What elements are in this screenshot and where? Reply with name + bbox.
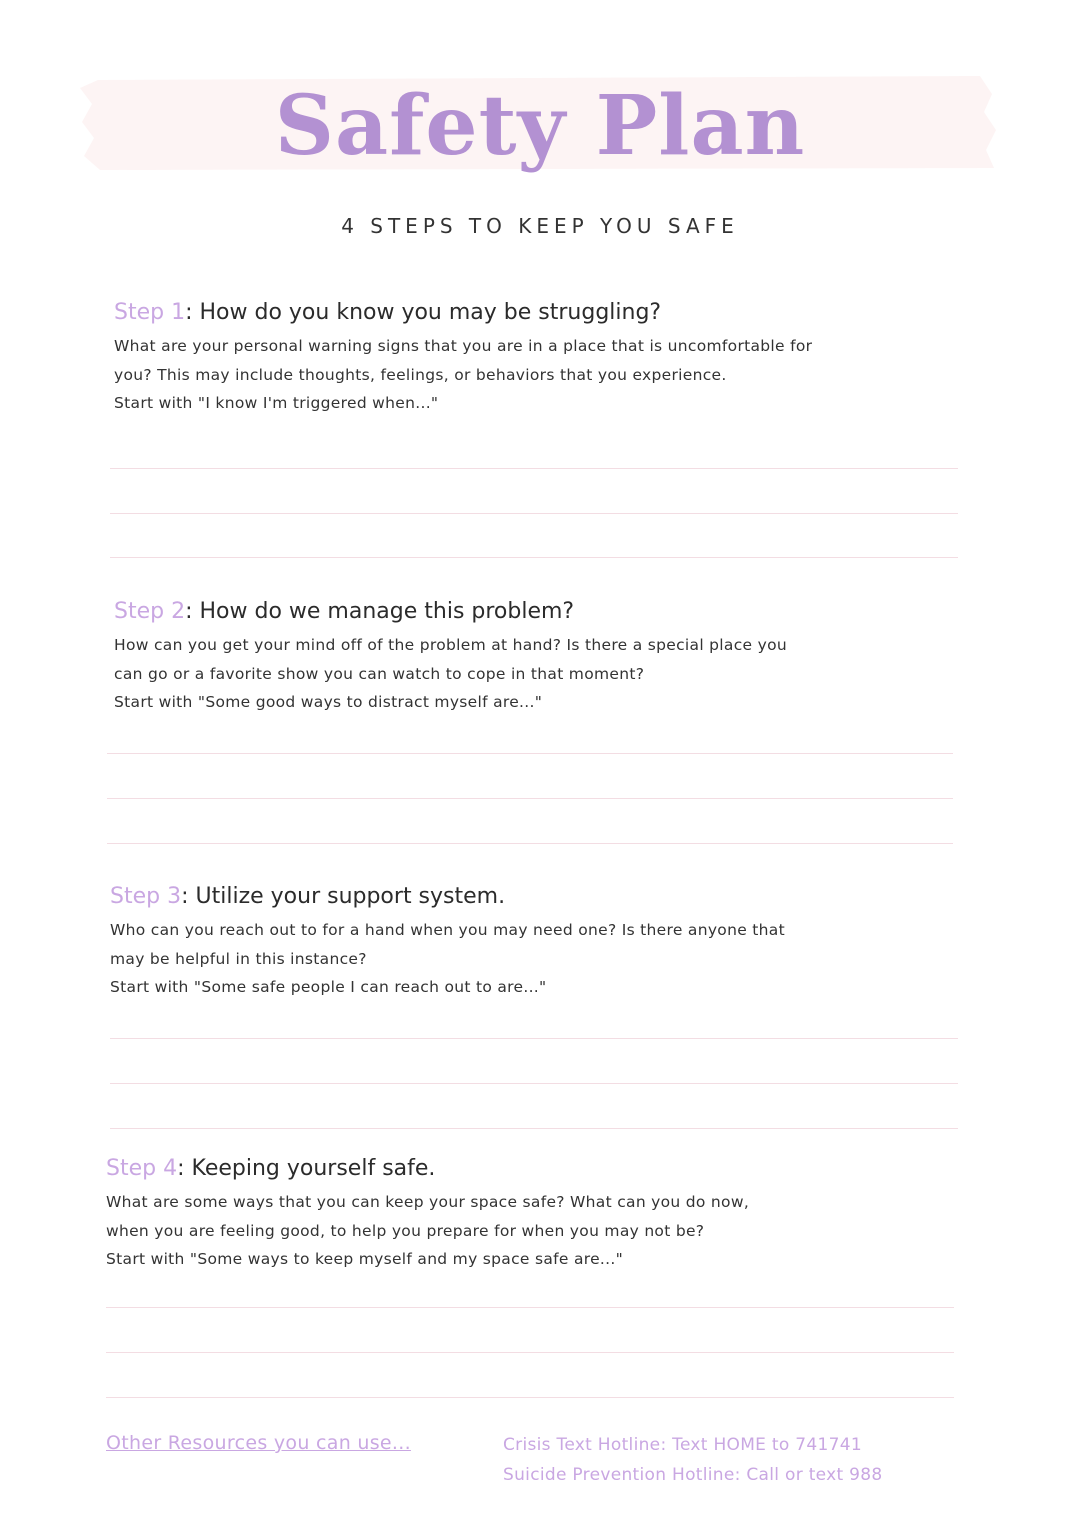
step-2-description [114, 631, 974, 717]
step-4-desc-line-1: What are some ways that you can keep your space safe? What can you do now, [106, 1193, 750, 1211]
page-subtitle: 4 STEPS TO KEEP YOU SAFE [341, 214, 739, 238]
step-1-answer-line-2[interactable] [110, 513, 958, 514]
crisis-text-hotline: Crisis Text Hotline: Text HOME to 741741 [503, 1435, 862, 1455]
step-1-label: Step 1 [114, 300, 186, 325]
step-4-heading [106, 1154, 966, 1184]
other-resources-link[interactable]: Other Resources you can use... [106, 1432, 411, 1454]
step-2-answer-line-2[interactable] [107, 798, 953, 799]
step-2-answer-line-3[interactable] [107, 843, 953, 844]
step-1-desc-line-1: What are your personal warning signs that you are in a place that is uncomfortable for [114, 337, 813, 355]
step-3-desc-line-2: may be helpful in this instance? [110, 949, 367, 968]
page-title: Safety Plan [274, 78, 806, 174]
step-1 [114, 298, 974, 418]
step-3 [110, 882, 970, 1002]
hotline-resources [503, 1430, 883, 1490]
suicide-prevention-hotline: Suicide Prevention Hotline: Call or text 988 [503, 1465, 883, 1485]
step-1-heading [114, 298, 974, 328]
step-4-question: : Keeping yourself safe. [177, 1156, 436, 1181]
step-3-question: : Utilize your support system. [181, 884, 506, 909]
step-4 [106, 1154, 966, 1274]
step-4-label: Step 4 [106, 1156, 178, 1181]
step-4-description [106, 1188, 966, 1274]
step-1-desc-line-2: you? This may include thoughts, feelings, or behaviors that you experience. [114, 365, 727, 384]
step-4-answer-line-1[interactable] [106, 1307, 954, 1308]
step-3-description [110, 916, 970, 1002]
step-1-description [114, 332, 974, 418]
step-2-desc-line-2: can go or a favorite show you can watch to cope in that moment? [114, 664, 645, 683]
step-3-answer-line-1[interactable] [110, 1038, 958, 1039]
step-2-answer-line-1[interactable] [107, 753, 953, 754]
step-1-desc-line-3: Start with "I know I'm triggered when..." [114, 394, 439, 412]
step-3-desc-line-1: Who can you reach out to for a hand when you may need one? Is there anyone that [110, 921, 785, 939]
step-2-label: Step 2 [114, 599, 186, 624]
step-2-question: : How do we manage this problem? [185, 599, 575, 624]
step-1-answer-line-3[interactable] [110, 557, 958, 558]
step-3-heading [110, 882, 970, 912]
step-4-desc-line-2: when you are feeling good, to help you prepare for when you may not be? [106, 1221, 705, 1240]
step-3-answer-line-2[interactable] [110, 1083, 958, 1084]
step-3-desc-line-3: Start with "Some safe people I can reach out to are..." [110, 978, 547, 996]
step-2 [114, 597, 974, 717]
step-3-answer-line-3[interactable] [110, 1128, 958, 1129]
step-4-desc-line-3: Start with "Some ways to keep myself and my space safe are..." [106, 1250, 624, 1268]
step-1-answer-line-1[interactable] [110, 468, 958, 469]
step-2-desc-line-1: How can you get your mind off of the problem at hand? Is there a special place you [114, 636, 787, 654]
step-3-label: Step 3 [110, 884, 182, 909]
step-1-question: : How do you know you may be struggling? [185, 300, 662, 325]
step-2-desc-line-3: Start with "Some good ways to distract myself are..." [114, 693, 543, 711]
step-4-answer-line-2[interactable] [106, 1352, 954, 1353]
step-2-heading [114, 597, 974, 627]
step-4-answer-line-3[interactable] [106, 1397, 954, 1398]
